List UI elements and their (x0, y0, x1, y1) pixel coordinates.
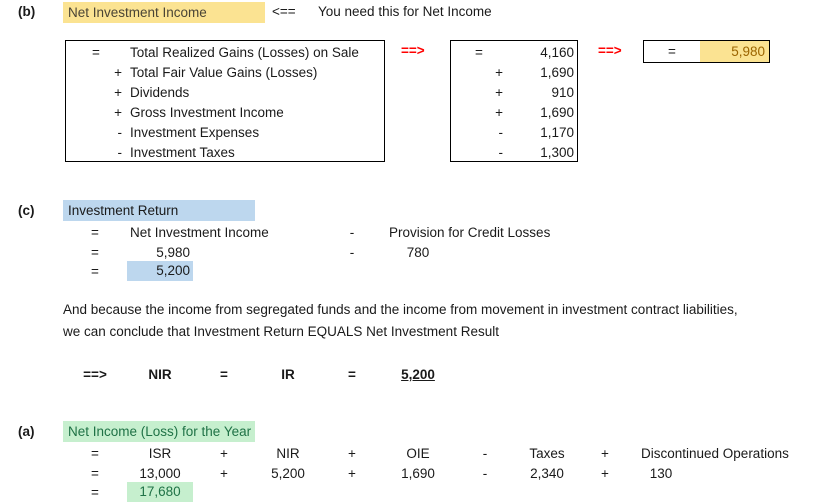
formula-row (66, 142, 384, 162)
formula-sign: + (114, 64, 122, 80)
formula-row (66, 82, 384, 102)
formula-label: Total Realized Gains (Losses) on Sale (130, 44, 359, 60)
values-box (450, 40, 578, 162)
conclusion-term-ir: IR (281, 366, 295, 382)
a-value-taxes: 2,340 (530, 465, 564, 481)
equals-sign: = (91, 465, 99, 481)
formula-sign: - (117, 144, 122, 160)
minus-sign: - (349, 244, 355, 260)
section-b-label: (b) (18, 4, 36, 19)
equals-sign: = (91, 445, 99, 461)
section-b-note: You need this for Net Income (318, 4, 492, 19)
a-term-taxes: Taxes (529, 445, 565, 461)
value-row (451, 62, 577, 82)
plus-sign: + (348, 445, 356, 461)
formula-row (66, 102, 384, 122)
formula-row (66, 62, 384, 82)
result-sign: = (668, 44, 676, 59)
minus-sign: - (349, 224, 355, 240)
section-a-title-cell: Net Income (Loss) for the Year (63, 421, 255, 442)
formula-row (66, 42, 384, 62)
a-term-oie: OIE (406, 445, 430, 461)
formula-box (65, 40, 385, 162)
formula-sign: = (92, 44, 100, 60)
a-term-discontinued: Discontinued Operations (641, 445, 789, 461)
value-row (451, 42, 577, 62)
plus-sign: + (348, 465, 356, 481)
value-sign: - (498, 144, 503, 160)
value-number: 4,160 (540, 44, 574, 60)
value-sign: - (498, 124, 503, 140)
formula-label: Total Fair Value Gains (Losses) (130, 64, 318, 80)
c-row-terms (63, 222, 833, 242)
red-arrow-2: ==> (598, 43, 622, 58)
a-value-discontinued: 130 (649, 465, 673, 481)
equals-sign: = (91, 484, 99, 500)
a-row-values (63, 463, 833, 483)
minus-sign: - (482, 445, 488, 461)
plus-sign: + (601, 445, 609, 461)
plus-sign: + (601, 465, 609, 481)
c-result-cell: 5,200 (127, 261, 193, 281)
a-total-cell: 17,680 (127, 482, 193, 502)
formula-sign: + (114, 104, 122, 120)
equals-sign: = (220, 366, 228, 382)
c-row-result (63, 261, 833, 281)
note-line-2: we can conclude that Investment Return EQUALS Net Investment Result (63, 324, 499, 339)
a-term-nir: NIR (276, 445, 300, 461)
conclusion-row (63, 364, 833, 384)
a-term-isr: ISR (148, 445, 172, 461)
left-arrow: <== (272, 4, 296, 19)
formula-label: Investment Taxes (130, 144, 235, 160)
value-number: 1,300 (540, 144, 574, 160)
a-row-total (63, 482, 833, 502)
value-sign: + (495, 104, 503, 120)
c-term-left: Net Investment Income (130, 224, 269, 240)
red-arrow-1: ==> (401, 43, 425, 58)
section-b-title-cell: Net Investment Income (63, 2, 265, 23)
value-number: 1,170 (540, 124, 574, 140)
c-value-right: 780 (406, 244, 430, 260)
formula-sign: - (117, 124, 122, 140)
section-c-label: (c) (18, 203, 35, 218)
conclusion-arrow: ==> (83, 366, 107, 382)
result-value: 5,980 (700, 41, 769, 62)
value-row (451, 102, 577, 122)
c-term-right: Provision for Credit Losses (389, 224, 551, 240)
c-row-values (63, 242, 833, 262)
a-value-discontinued-wrap (633, 466, 833, 481)
formula-label: Investment Expenses (130, 124, 260, 140)
conclusion-value: 5,200 (401, 366, 435, 382)
equals-sign: = (91, 263, 99, 279)
a-value-isr: 13,000 (139, 465, 181, 481)
value-sign: + (495, 84, 503, 100)
equals-sign: = (91, 244, 99, 260)
value-row (451, 142, 577, 162)
value-row (451, 122, 577, 142)
a-value-oie: 1,690 (401, 465, 435, 481)
equals-sign: = (91, 224, 99, 240)
formula-sign: + (114, 84, 122, 100)
value-number: 1,690 (540, 104, 574, 120)
conclusion-term-nir: NIR (148, 366, 172, 382)
value-row (451, 82, 577, 102)
minus-sign: - (482, 465, 488, 481)
plus-sign: + (220, 445, 228, 461)
value-number: 1,690 (540, 64, 574, 80)
plus-sign: + (220, 465, 228, 481)
section-c-title-cell: Investment Return (63, 200, 255, 221)
value-sign: + (495, 64, 503, 80)
formula-label: Dividends (130, 84, 190, 100)
c-value-left: 5,980 (156, 244, 190, 260)
result-box (643, 40, 770, 63)
formula-label: Gross Investment Income (130, 104, 284, 120)
equals-sign: = (348, 366, 356, 382)
section-a-label: (a) (18, 424, 35, 439)
note-line-1: And because the income from segregated funds and the income from movement in investment contract liabilities, (63, 302, 738, 317)
value-sign: = (475, 44, 483, 60)
a-value-nir: 5,200 (271, 465, 305, 481)
a-row-terms (63, 443, 833, 463)
formula-row (66, 122, 384, 142)
value-number: 910 (551, 84, 574, 100)
